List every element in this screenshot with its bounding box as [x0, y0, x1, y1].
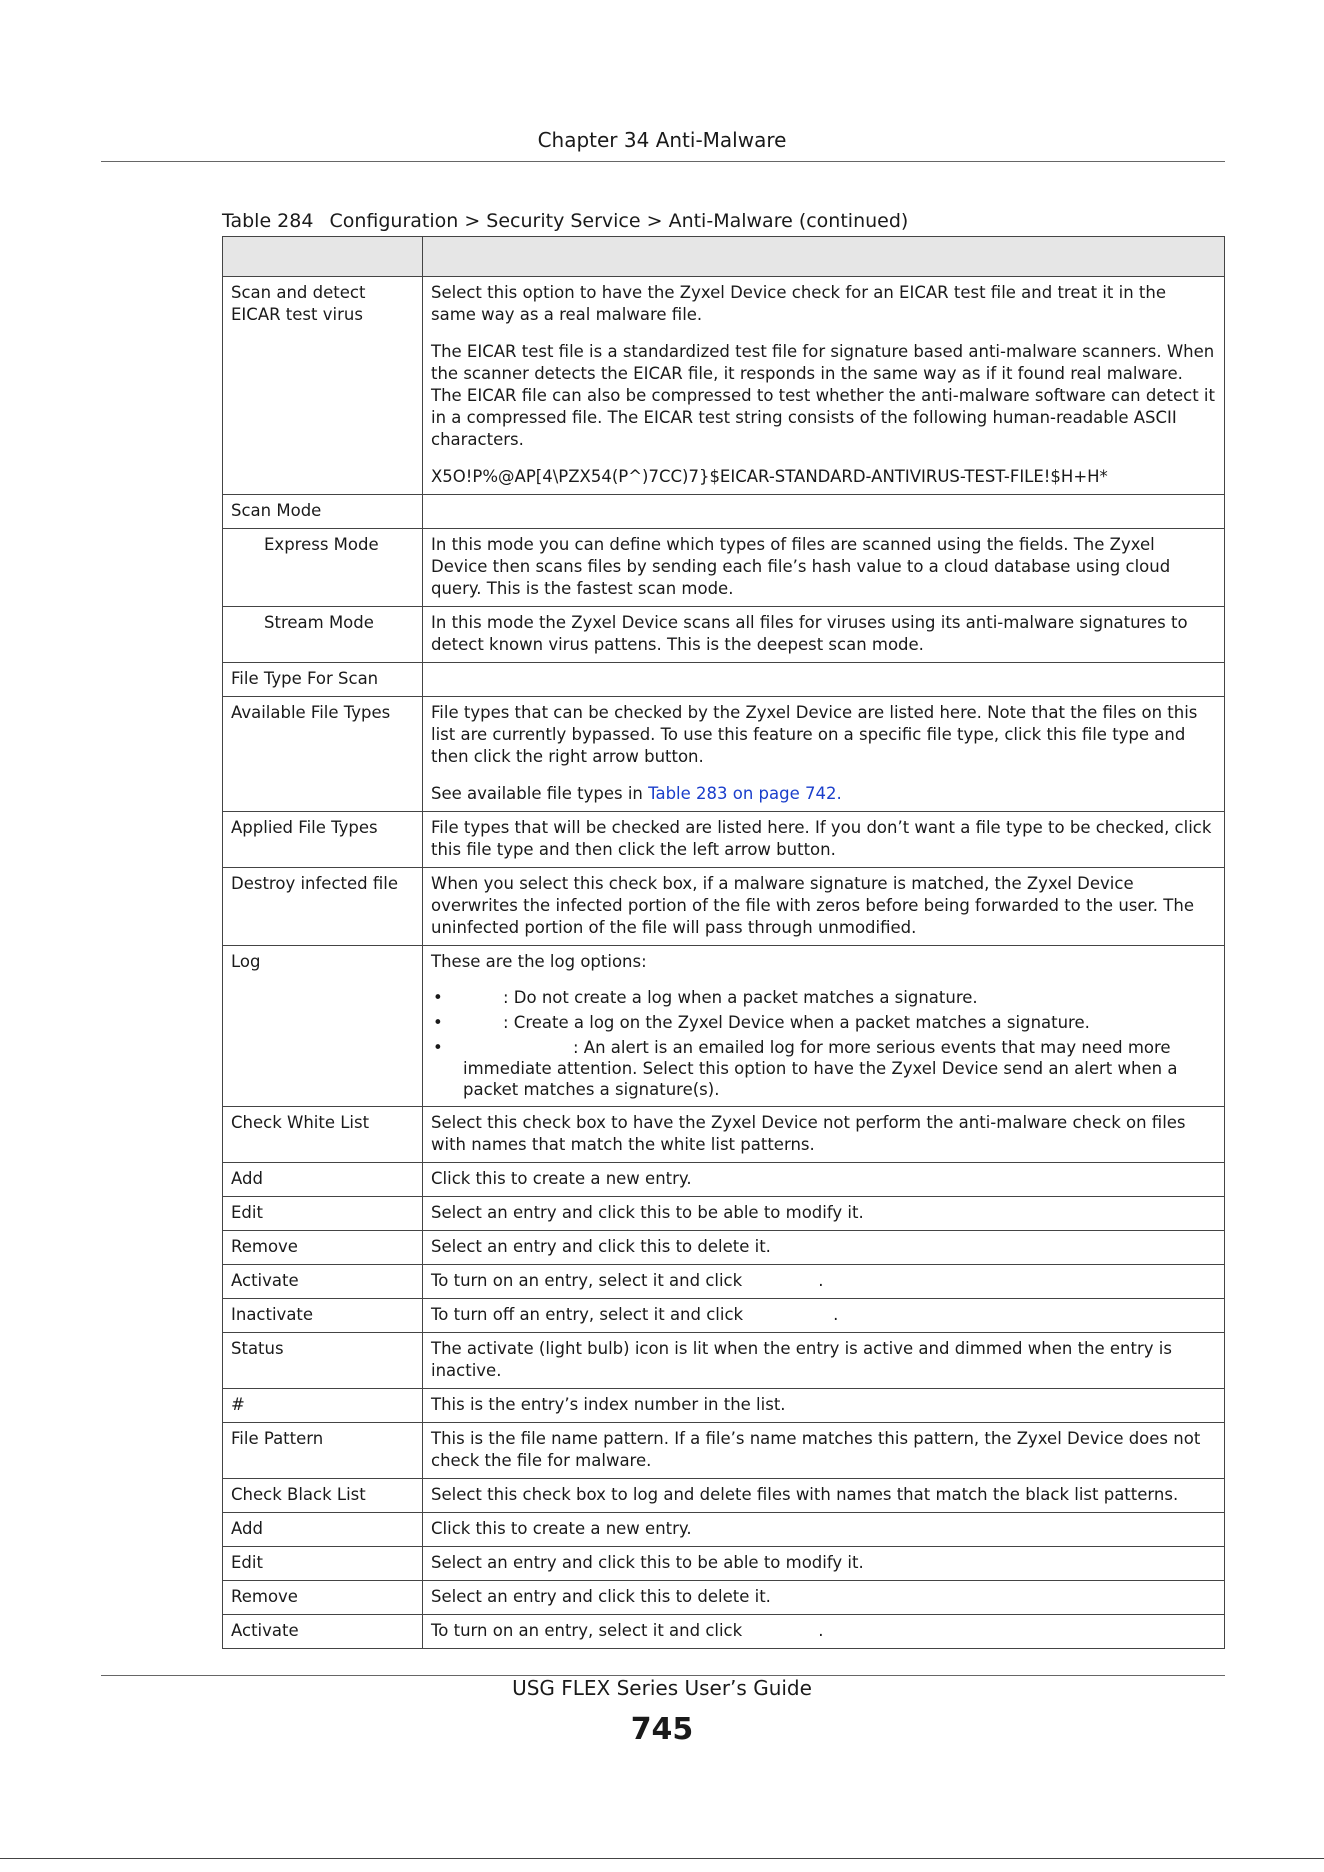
table-row	[223, 1107, 1225, 1163]
header-cell-label	[223, 237, 423, 277]
table-row	[223, 1581, 1225, 1615]
row-description	[423, 663, 1225, 697]
row-description	[423, 1547, 1225, 1581]
bullet: •	[433, 988, 443, 1007]
table-title: Configuration > Security Service > Anti-Malware (continued)	[329, 210, 909, 232]
row-description	[423, 1265, 1225, 1299]
description-text: To turn off an entry, select it and click .	[431, 1305, 839, 1324]
table-row	[223, 1197, 1225, 1231]
table-row	[223, 663, 1225, 697]
description-text: This is the entry’s index number in the list.	[431, 1395, 786, 1414]
row-description	[423, 1479, 1225, 1513]
row-label: #	[223, 1389, 423, 1423]
description-text: Select an entry and click this to be able to modify it.	[431, 1553, 864, 1572]
row-description	[423, 1581, 1225, 1615]
row-label: Add	[223, 1163, 423, 1197]
row-label: Available File Types	[223, 697, 423, 812]
row-description	[423, 1231, 1225, 1265]
row-label: Status	[223, 1333, 423, 1389]
row-label: Scan Mode	[223, 495, 423, 529]
description-text: The EICAR test file is a standardized test file for signature based anti-malware scanners. When the scanner detects the EICAR file, it responds in the same way as if it found real malware. The EICAR file can also be compressed to test whether the anti-malware software can detect it in a compressed file. The EICAR test string consists of the following human-readable ASCII characters.	[431, 342, 1215, 449]
description-text: Click this to create a new entry.	[431, 1169, 692, 1188]
row-description	[423, 946, 1225, 1107]
table-row	[223, 1615, 1225, 1649]
table-row	[223, 1231, 1225, 1265]
table-row	[223, 495, 1225, 529]
log-option-item	[431, 1037, 1216, 1100]
eicar-test-string: X5O!P%@AP[4\PZX54(P^)7CC)7}$EICAR-STANDARD-ANTIVIRUS-TEST-FILE!$H+H*	[431, 467, 1108, 486]
table-row	[223, 946, 1225, 1107]
row-label: Destroy infected file	[223, 868, 423, 946]
header-cell-description	[423, 237, 1225, 277]
row-label: File Type For Scan	[223, 663, 423, 697]
row-description	[423, 1423, 1225, 1479]
bullet: •	[433, 1038, 443, 1057]
row-description	[423, 1513, 1225, 1547]
row-description	[423, 1299, 1225, 1333]
description-text: Select an entry and click this to delete it.	[431, 1587, 771, 1606]
row-description	[423, 1163, 1225, 1197]
table-row	[223, 607, 1225, 663]
row-description	[423, 1333, 1225, 1389]
row-label: Stream Mode	[223, 607, 423, 663]
see-also-text	[431, 783, 1216, 805]
table-row	[223, 1513, 1225, 1547]
description-text: When you select this check box, if a malware signature is matched, the Zyxel Device overwrites the infected portion of the file with zeros before being forwarded to the user. The uninfected portion of the file will pass through unmodified.	[431, 874, 1194, 937]
row-description	[423, 529, 1225, 607]
description-text: File types that will be checked are listed here. If you don’t want a file type to be checked, click this file type and then click the left arrow button.	[431, 818, 1212, 859]
table-row	[223, 868, 1225, 946]
table-row	[223, 277, 1225, 495]
table-row	[223, 1423, 1225, 1479]
description-text: Click this to create a new entry.	[431, 1519, 692, 1538]
description-text: In this mode the Zyxel Device scans all files for viruses using its anti-malware signatures to detect known virus pattens. This is the deepest scan mode.	[431, 613, 1188, 654]
description-text: To turn on an entry, select it and click .	[431, 1271, 824, 1290]
log-options-list	[431, 987, 1216, 1100]
row-label: Remove	[223, 1581, 423, 1615]
page-number: 745	[630, 1712, 694, 1747]
description-text: Select this check box to have the Zyxel Device not perform the anti-malware check on files with names that match the white list patterns.	[431, 1113, 1186, 1154]
table-row	[223, 697, 1225, 812]
row-label: Edit	[223, 1197, 423, 1231]
bullet: •	[433, 1013, 443, 1032]
description-text: Select this option to have the Zyxel Device check for an EICAR test file and treat it in the same way as a real malware file.	[431, 283, 1166, 324]
row-label: Applied File Types	[223, 812, 423, 868]
table-row	[223, 812, 1225, 868]
row-description	[423, 1615, 1225, 1649]
settings-table	[222, 236, 1225, 1649]
log-option-item	[431, 1012, 1216, 1033]
description-text: These are the log options:	[431, 952, 647, 971]
table-row	[223, 1389, 1225, 1423]
table-row	[223, 1333, 1225, 1389]
row-description	[423, 277, 1225, 495]
row-label: Remove	[223, 1231, 423, 1265]
row-label: Log	[223, 946, 423, 1107]
table-row	[223, 1265, 1225, 1299]
row-description	[423, 697, 1225, 812]
table-row	[223, 1479, 1225, 1513]
row-label: Check White List	[223, 1107, 423, 1163]
row-label: Scan and detect EICAR test virus	[223, 277, 423, 495]
row-description	[423, 1107, 1225, 1163]
description-text: Select an entry and click this to delete it.	[431, 1237, 771, 1256]
footer-title: USG FLEX Series User’s Guide	[512, 1676, 812, 1700]
row-description	[423, 868, 1225, 946]
table-caption	[222, 210, 908, 232]
bottom-edge-rule	[0, 1858, 1324, 1859]
row-label: Add	[223, 1513, 423, 1547]
log-option-text: : Do not create a log when a packet matches a signature.	[503, 988, 978, 1007]
description-text: This is the file name pattern. If a file’s name matches this pattern, the Zyxel Device does not check the file for malware.	[431, 1429, 1201, 1470]
description-text: Select an entry and click this to be able to modify it.	[431, 1203, 864, 1222]
table-row	[223, 529, 1225, 607]
header-divider	[101, 161, 1225, 162]
chapter-header: Chapter 34 Anti-Malware	[537, 128, 787, 152]
row-label: Express Mode	[223, 529, 423, 607]
row-label: Activate	[223, 1615, 423, 1649]
description-text: To turn on an entry, select it and click .	[431, 1621, 824, 1640]
table-header-row	[223, 237, 1225, 277]
log-option-text: : Create a log on the Zyxel Device when a packet matches a signature.	[503, 1013, 1090, 1032]
row-label: Inactivate	[223, 1299, 423, 1333]
row-label: Activate	[223, 1265, 423, 1299]
description-text: The activate (light bulb) icon is lit when the entry is active and dimmed when the entry is inactive.	[431, 1339, 1172, 1380]
description-text: In this mode you can define which types of files are scanned using the fields. The Zyxel Device then scans files by sending each file’s hash value to a cloud database using cloud query. This is the fastest scan mode.	[431, 535, 1171, 598]
table-number: Table 284	[222, 210, 314, 232]
see-also-prefix: See available file types in	[431, 784, 649, 803]
row-label: Edit	[223, 1547, 423, 1581]
row-label: Check Black List	[223, 1479, 423, 1513]
log-option-text: : An alert is an emailed log for more serious events that may need more immediate attention. Select this option to have the Zyxel Device send an alert when a packet matches a signature(s).	[463, 1038, 1178, 1099]
row-description	[423, 607, 1225, 663]
description-text: Select this check box to log and delete files with names that match the black list patterns.	[431, 1485, 1179, 1504]
row-description	[423, 1389, 1225, 1423]
row-description	[423, 1197, 1225, 1231]
table-row	[223, 1299, 1225, 1333]
description-text: File types that can be checked by the Zyxel Device are listed here. Note that the files on this list are currently bypassed. To use this feature on a specific file type, click this file type and then click the right arrow button.	[431, 703, 1198, 766]
table-283-link[interactable]: Table 283 on page 742.	[648, 784, 842, 803]
table-row	[223, 1163, 1225, 1197]
table-row	[223, 1547, 1225, 1581]
row-description	[423, 812, 1225, 868]
log-option-item	[431, 987, 1216, 1008]
row-description	[423, 495, 1225, 529]
row-label: File Pattern	[223, 1423, 423, 1479]
